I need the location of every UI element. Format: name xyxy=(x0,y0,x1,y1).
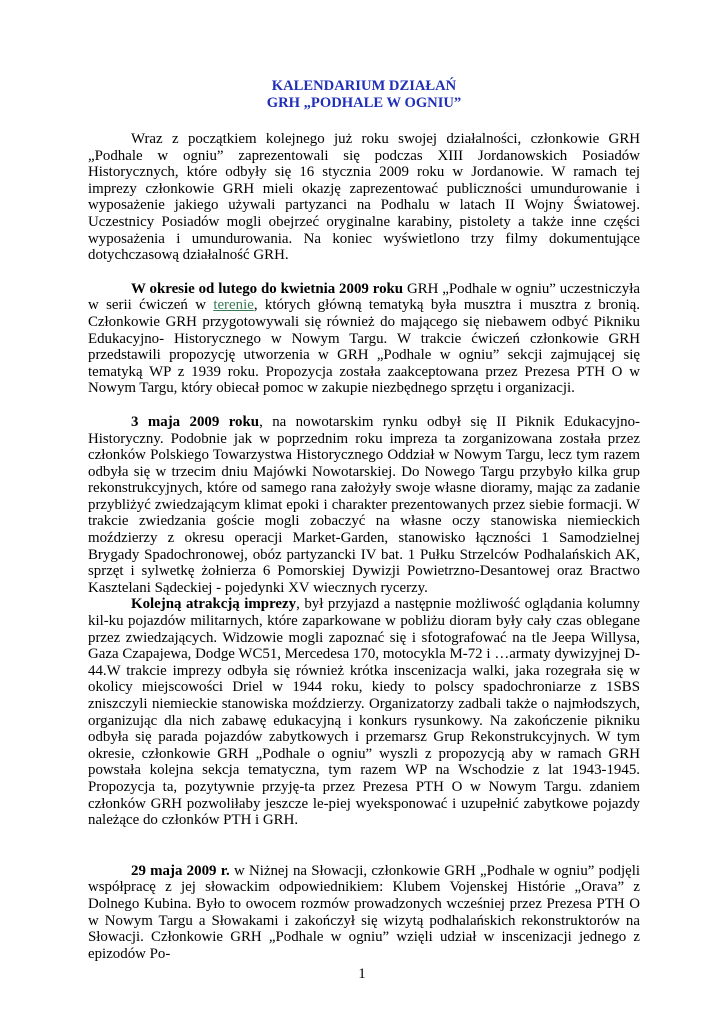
paragraph-vehicles xyxy=(88,596,640,828)
paragraph-slovakia xyxy=(88,863,640,963)
paragraph-training xyxy=(88,281,640,397)
paragraph-text: Wraz z początkiem kolejnego już roku swojej działalności, członkowie GRH „Podhale w ogniu” zaprezentowali się podczas XIII Jordanowskich Posiadów Historycznych, które odbyły się 16 stycznia 2009 roku w Jordanowie. W ramach tej imprezy członkowie GRH mieli okazję zaprezentować publiczności umundurowanie i wyposażenie jakiego używali partyzanci na Podhalu w latach II Wojny Światowej. Uczestnicy Posiadów mogli obejrzeć oryginalne karabiny, pistolety a także inne części wyposażenia i umundurowania. Na koniec wyświetlono trzy filmy dokumentujące dotychczasową działalność GRH. xyxy=(88,131,640,264)
paragraph-gap xyxy=(88,829,640,863)
paragraph-text: , na nowotarskim rynku odbył się II Piknik Edukacyjno-Historyczny. Podobnie jak w poprzednim roku impreza ta zorganizowana została przez członków Polskiego Towarzystwa Historycznego Oddział w Nowym Targu, lecz tym razem odbyła się w trzecim dniu Majówki Nowotarskiej. Do Nowego Targu przybyło kilka grup rekonstrukcyjnych, które od samego rana założyły swoje własne dioramy, mając za zadanie przybliżyć zwiedzającym klimat epoki i charakter prezentowanych przez siebie formacji. W trakcie zwiedzania goście mogli zobaczyć na własne oczy stanowiska niemieckich moździerzy z okresu operacji Market-Garden, stanowisko łączności 1 Samodzielnej Brygady Spadochronowej, obóz partyzancki IV bat. 1 Pułku Strzelców Podhalańskich AK, sprzęt i sylwetkę żołnierza 6 Pomorskiej Dywizji Powietrzno-Desantowej oraz Bractwo Kasztelani Sądeckiej - pojedynki XV wiecznych rycerzy. xyxy=(88,413,641,596)
paragraph-gap xyxy=(88,264,640,281)
document-title xyxy=(88,78,640,112)
date-lead: 29 maja 2009 r. xyxy=(131,862,230,879)
paragraph-text: GRH „Podhale w ogniu” uczestniczyła w serii ćwiczeń w xyxy=(88,280,640,314)
bold-lead: Kolejną atrakcją imprezy xyxy=(131,596,297,613)
title-line-2: GRH „PODHALE W OGNIU” xyxy=(266,95,462,111)
paragraph-text: w Niżnej na Słowacji, członkowie GRH „Podhale w ogniu” podjęli współpracę z jej słowackim odpowiednikiem: Klubem Vojenskej Histórie „Orava” z Dolnego Kubina. Było to owocem rozmów prowadzonych wcześniej przez Prezesa PTH O w Nowym Targu a Słowakami i zakończył się wizytą podhalańskich rekonstruktorów na Słowacji. Członkowie GRH „Podhale w ogniu” wzięli udział w inscenizacji jednego z epizodów Po- xyxy=(88,862,641,962)
paragraph-text: , których główną tematyką była musztra i musztra z bronią. Członkowie GRH przygotowywali się również do mającego się niebawem odbyć Pikniku Edukacyjno- Historycznego w Nowym Targu. W trakcie ćwiczeń członkowie GRH przedstawili propozycję utworzenia w GRH „Podhale w ogniu” sekcji zajmującej się tematyką WP z 1939 roku. Propozycja została zaakceptowana przez Prezesa PTH O w Nowym Targu, który obiecał pomoc w zakupie niezbędnego sprzętu i organizacji. xyxy=(88,297,640,397)
paragraph-jordanow xyxy=(88,131,640,264)
title-line-1: KALENDARIUM DZIAŁAŃ xyxy=(271,78,457,94)
paragraph-gap xyxy=(88,397,640,414)
date-lead: 3 maja 2009 roku xyxy=(131,413,260,430)
paragraph-text: , był przyjazd a następnie możliwość oglądania kolumny kil-ku pojazdów militarnych, które zaparkowane w pobliżu dioram były cały czas oblegane przez zwiedzających. Widzowie mogli zapoznać się i sfotografować na tle Jeepa Willysa, Gaza Czapajewa, Dodge WC51, Mercedesa 170, motocykla M-72 i …armaty dywizyjnej D-44.W trakcie imprezy odbyła się również krótka inscenizacja walki, jaka rozegrała się w okolicy miejscowości Driel w 1944 roku, kiedy to polscy spadochroniarze z 1SBS zniszczyli niemieckie stanowiska moździerzy. Organizatorzy zadbali także o najmłodszych, organizując dla nich zabawę edukacyjną i konkurs rysunkowy. Na zakończenie pikniku odbyła się parada pojazdów zabytkowych i przemarsz Grup Rekonstrukcyjnych. W tym okresie, członkowie GRH „Podhale o ogniu” wyszli z propozycją aby w ramach GRH powstała kolejna sekcja tematyczna, tym razem WP na Wschodzie z lat 1943-1945. Propozycja ta, pozytywnie przyję-ta przez Prezesa PTH O w Nowym Targu. zdaniem członków GRH pozwoliłaby jeszcze le-piej wyeksponować i uzupełnić zabytkowe pojazdy należące do członków PTH i GRH. xyxy=(88,596,641,829)
document-page xyxy=(88,78,640,962)
page-number: 1 xyxy=(358,966,366,982)
paragraph-picnic xyxy=(88,414,640,597)
date-lead: W okresie od lutego do kwietnia 2009 roku xyxy=(131,280,404,297)
terenie-link[interactable]: terenie xyxy=(213,297,254,314)
